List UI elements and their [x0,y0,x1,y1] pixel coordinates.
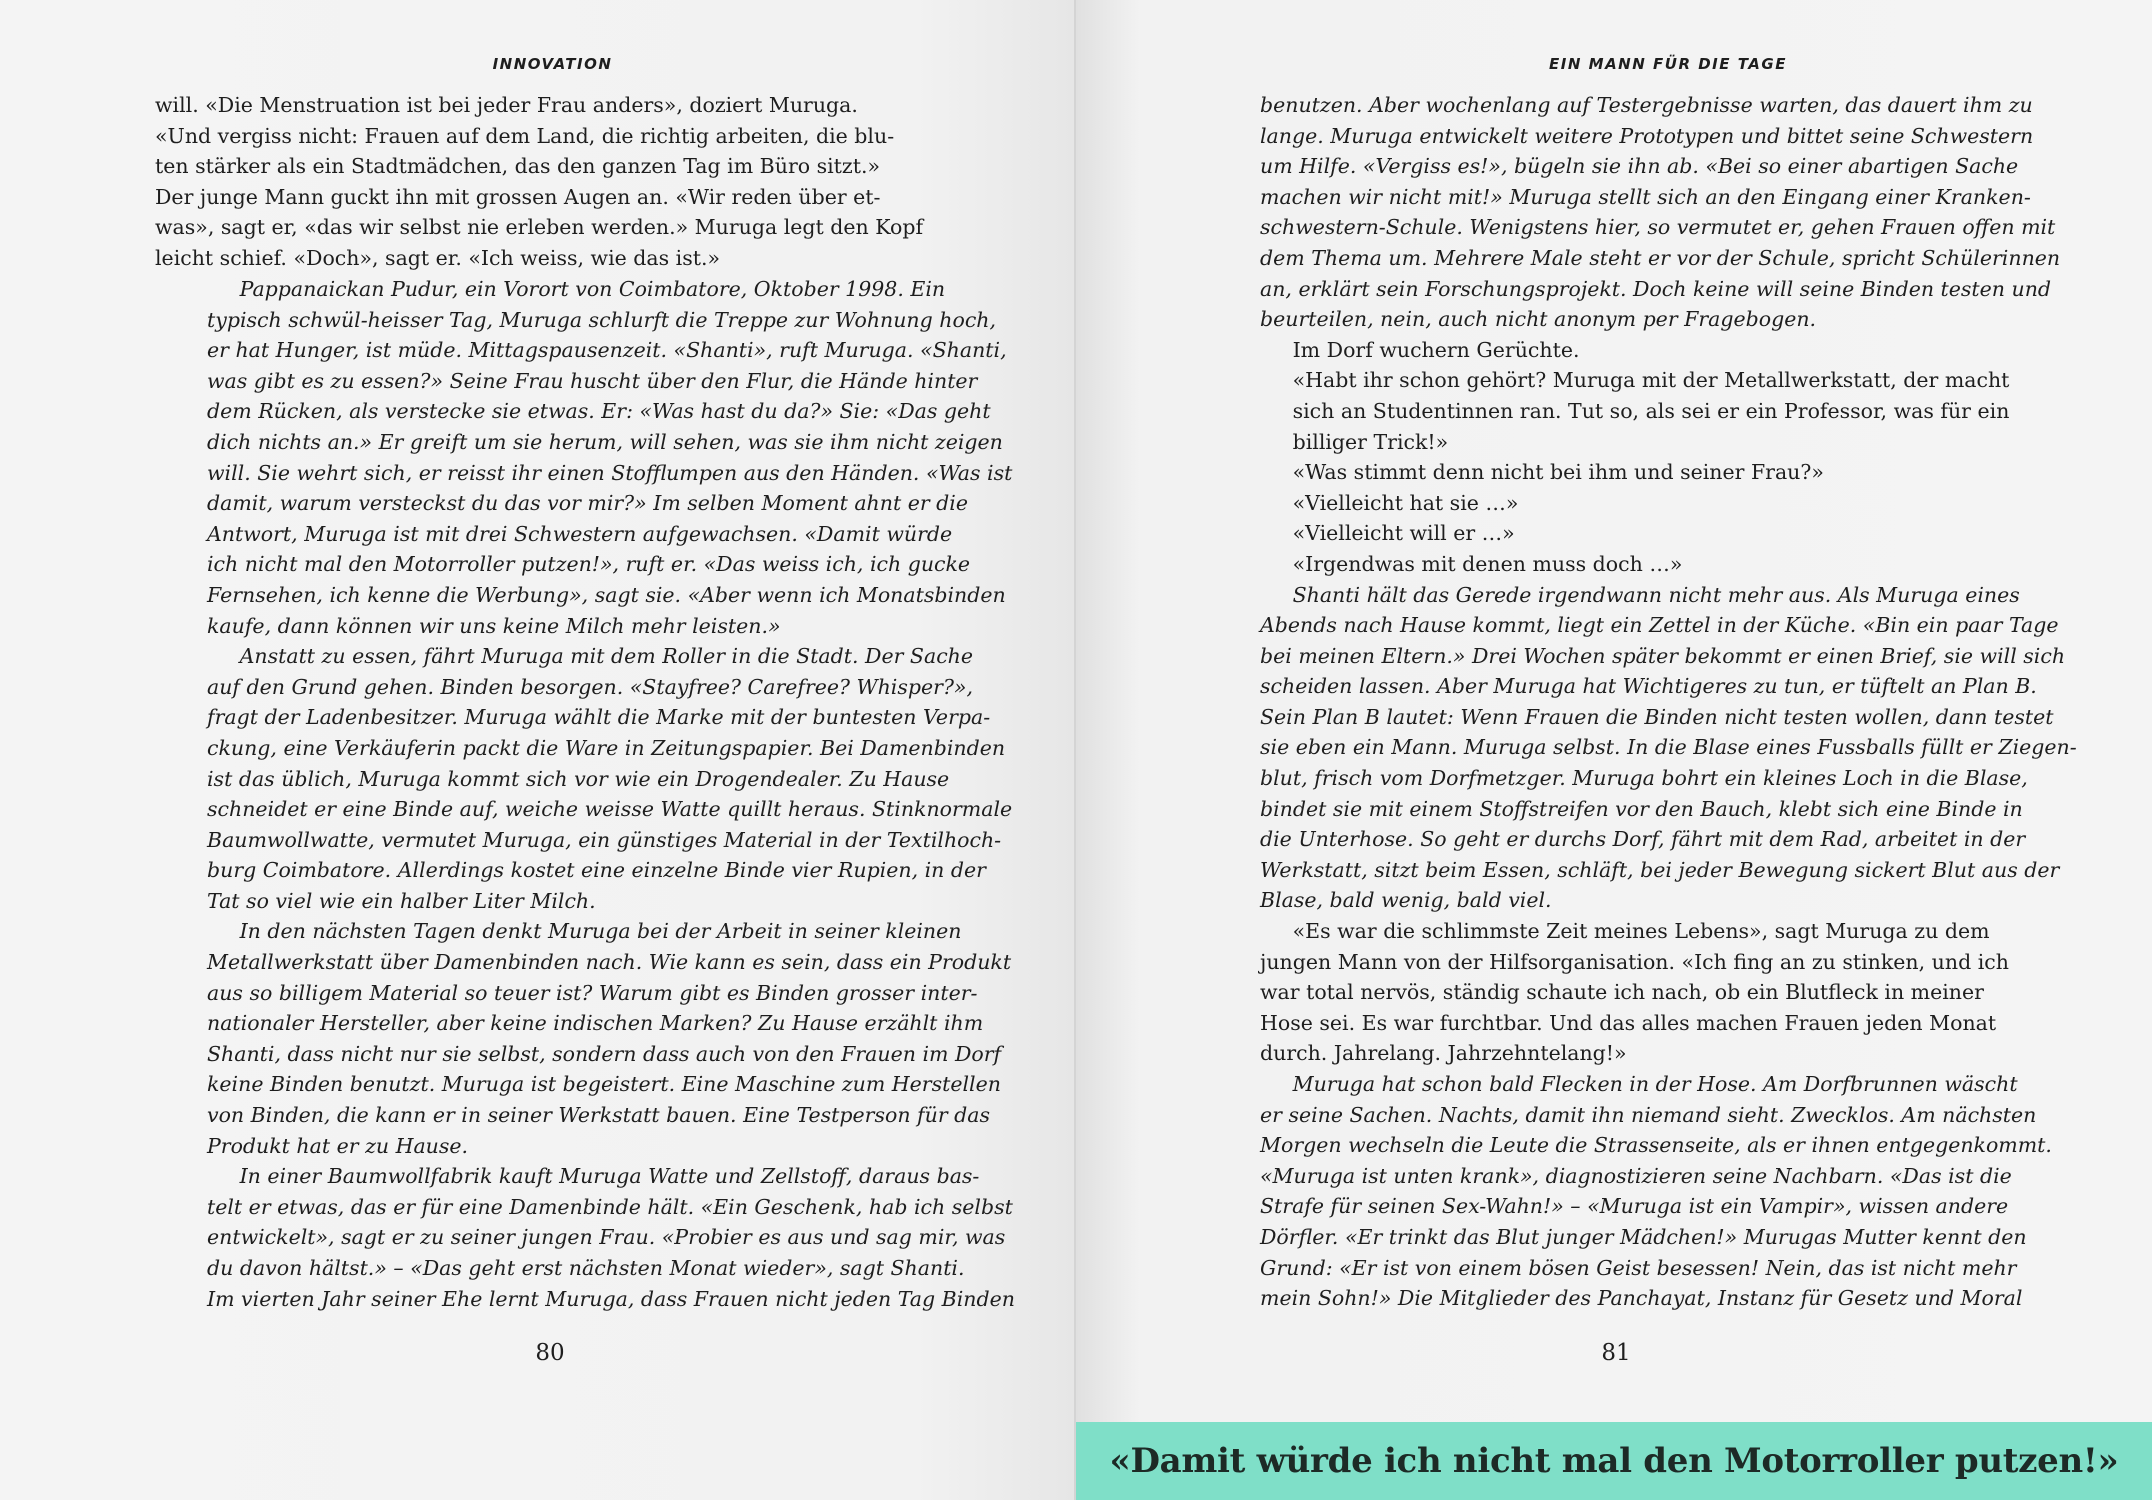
text-line: dem Thema um. Mehrere Male steht er vor der Schule, spricht Schülerinnen [1260,245,2061,270]
text-line: auf den Grund gehen. Binden besorgen. «Stayfree? Carefree? Whisper?», [207,674,973,699]
text-line: aus so billigem Material so teuer ist? Warum gibt es Binden grosser inter- [207,980,978,1005]
text-line: «Habt ihr schon gehört? Muruga mit der Metallwerkstatt, der macht [1260,368,2010,393]
page-number-left: 80 [535,1340,565,1366]
text-line: lange. Muruga entwickelt weitere Prototypen und bittet seine Schwestern [1260,123,2034,148]
text-line: Strafe für seinen Sex-Wahn!» – «Muruga ist ein Vampir», wissen andere [1260,1194,2009,1219]
text-line: sie eben ein Mann. Muruga selbst. In die Blase eines Fussballs füllt er Ziegen- [1260,735,2077,760]
page-number-right: 81 [1601,1340,1631,1366]
text-line: bei meinen Eltern.» Drei Wochen später bekommt er einen Brief, sie will sich [1260,643,2066,668]
text-line: er hat Hunger, ist müde. Mittagspausenzeit. «Shanti», ruft Muruga. «Shanti, [207,338,1007,363]
text-line: keine Binden benutzt. Muruga ist begeistert. Eine Maschine zum Herstellen [207,1072,1001,1097]
text-line: «Es war die schlimmste Zeit meines Lebens», sagt Muruga zu dem [1260,919,1990,944]
text-line: will. Sie wehrt sich, er reisst ihr einen Stofflumpen aus den Händen. «Was ist [207,460,1013,485]
text-line: an, erklärt sein Forschungsprojekt. Doch keine will seine Binden testen und [1260,276,2052,301]
right-page [1076,0,2152,1500]
text-line: schwestern-Schule. Wenigstens hier, so vermutet er, gehen Frauen offen mit [1260,215,2056,240]
text-line: was gibt es zu essen?» Seine Frau huscht über den Flur, die Hände hinter [207,368,978,393]
text-line: Hose sei. Es war furchtbar. Und das alles machen Frauen jeden Monat [1260,1010,1997,1035]
running-head-right: EIN MANN FÜR DIE TAGE [1549,55,1787,73]
right-body-text [1260,90,2077,1314]
text-line: «Muruga ist unten krank», diagnostizieren seine Nachbarn. «Das ist die [1260,1163,2012,1188]
text-line: Fernsehen, ich kenne die Werbung», sagt sie. «Aber wenn ich Monatsbinden [207,582,1006,607]
text-line: ist das üblich, Muruga kommt sich vor wie ein Drogendealer. Zu Hause [207,766,950,791]
text-line: machen wir nicht mit!» Muruga stellt sich an den Eingang einer Kranken- [1260,184,2031,209]
text-line: Shanti hält das Gerede irgendwann nicht mehr aus. Als Muruga eines [1260,582,2020,607]
text-line: Muruga hat schon bald Flecken in der Hose. Am Dorfbrunnen wäscht [1260,1072,2018,1096]
text-line: telt er etwas, das er für eine Damenbinde hält. «Ein Geschenk, hab ich selbst [207,1194,1013,1219]
text-line: typisch schwül-heisser Tag, Muruga schlurft die Treppe zur Wohnung hoch, [207,307,997,332]
text-line: schneidet er eine Binde auf, weiche weisse Watte quillt heraus. Stinknormale [207,797,1013,822]
text-line: kaufe, dann können wir uns keine Milch mehr leisten.» [207,613,781,638]
text-line: blut, frisch vom Dorfmetzger. Muruga bohrt ein kleines Loch in die Blase, [1260,766,2028,791]
text-line: benutzen. Aber wochenlang auf Testergebnisse warten, das dauert ihm zu [1260,93,2033,117]
text-line: «Vielleicht hat sie …» [1260,490,1519,515]
pull-quote-band [1076,1422,2152,1500]
text-line: damit, warum versteckst du das vor mir?» Im selben Moment ahnt er die [207,491,968,516]
text-line: Im Dorf wuchern Gerüchte. [1260,337,1580,362]
text-line: Im vierten Jahr seiner Ehe lernt Muruga, dass Frauen nicht jeden Tag Binden [207,1286,1015,1311]
text-line: Blase, bald wenig, bald viel. [1260,888,1552,913]
text-line: Der junge Mann guckt ihn mit grossen Augen an. «Wir reden über et- [155,184,881,209]
text-line: Grund: «Er ist von einem bösen Geist besessen! Nein, das ist nicht mehr [1260,1255,2017,1280]
text-line: dich nichts an.» Er greift um sie herum, will sehen, was sie ihm nicht zeigen [207,429,1003,454]
text-line: «Was stimmt denn nicht bei ihm und seiner Frau?» [1260,460,1824,485]
running-head-left: INNOVATION [492,55,613,73]
text-line: Pappanaickan Pudur, ein Vorort von Coimbatore, Oktober 1998. Ein [207,277,946,301]
text-line: jungen Mann von der Hilfsorganisation. «Ich fing an zu stinken, und ich [1260,949,2009,974]
text-line: fragt der Ladenbesitzer. Muruga wählt die Marke mit der buntesten Verpa- [207,705,991,730]
text-line: In einer Baumwollfabrik kauft Muruga Watte und Zellstoff, daraus bas- [207,1164,980,1189]
text-line: In den nächsten Tagen denkt Muruga bei der Arbeit in seiner kleinen [207,919,962,944]
text-line: nationaler Hersteller, aber keine indischen Marken? Zu Hause erzählt ihm [207,1011,984,1036]
text-line: ich nicht mal den Motorroller putzen!», ruft er. «Das weiss ich, ich gucke [207,552,971,577]
text-line: Werkstatt, sitzt beim Essen, schläft, bei jeder Bewegung sickert Blut aus der [1260,857,2060,882]
text-line: Antwort, Muruga ist mit drei Schwestern aufgewachsen. «Damit würde [207,521,953,546]
left-body-italic [207,274,1015,1314]
text-line: dem Rücken, als verstecke sie etwas. Er: «Was hast du da?» Sie: «Das geht [207,399,991,424]
text-line: mein Sohn!» Die Mitglieder des Panchayat, Instanz für Gesetz und Moral [1260,1286,2023,1311]
text-line: er seine Sachen. Nachts, damit ihn niemand sieht. Zwecklos. Am nächsten [1260,1102,2037,1127]
text-line: von Binden, die kann er in seiner Werkstatt bauen. Eine Testperson für das [207,1103,991,1128]
text-line: um Hilfe. «Vergiss es!», bügeln sie ihn ab. «Bei so einer abartigen Sache [1260,154,2019,179]
text-line: Produkt hat er zu Hause. [207,1133,469,1158]
left-page [0,0,1075,1500]
text-line: was», sagt er, «das wir selbst nie erleben werden.» Muruga legt den Kopf [155,215,924,240]
text-line: Baumwollwatte, vermutet Muruga, ein günstiges Material in der Textilhoch- [207,827,1002,852]
text-line: scheiden lassen. Aber Muruga hat Wichtigeres zu tun, er tüftelt an Plan B. [1260,674,2037,699]
text-line: Morgen wechseln die Leute die Strassenseite, als er ihnen entgegenkommt. [1260,1133,2052,1158]
text-line: «Und vergiss nicht: Frauen auf dem Land, die richtig arbeiten, die blu- [155,123,895,148]
text-line: Abends nach Hause kommt, liegt ein Zettel in der Küche. «Bin ein paar Tage [1260,613,2059,638]
text-line: billiger Trick!» [1260,429,1449,454]
text-line: burg Coimbatore. Allerdings kostet eine einzelne Binde vier Rupien, in der [207,858,986,883]
text-line: Dörfler. «Er trinkt das Blut junger Mädchen!» Murugas Mutter kennt den [1260,1224,2027,1249]
text-line: «Irgendwas mit denen muss doch …» [1260,551,1683,576]
text-line: durch. Jahrelang. Jahrzehntelang!» [1260,1041,1627,1066]
text-line: bindet sie mit einem Stoffstreifen vor den Bauch, klebt sich eine Binde in [1260,796,2023,821]
text-line: beurteilen, nein, auch nicht anonym per Fragebogen. [1260,307,1817,332]
text-line: will. «Die Menstruation ist bei jeder Frau anders», doziert Muruga. [155,93,858,117]
text-line: ckung, eine Verkäuferin packt die Ware in Zeitungspapier. Bei Damenbinden [207,735,1006,760]
text-line: entwickelt», sagt er zu seiner jungen Frau. «Probier es aus und sag mir, was [207,1225,1006,1250]
text-line: Tat so viel wie ein halber Liter Milch. [207,888,596,913]
pull-quote: «Damit würde ich nicht mal den Motorroller putzen!» [1109,1441,2119,1481]
left-body-roman [155,90,923,274]
text-line: die Unterhose. So geht er durchs Dorf, fährt mit dem Rad, arbeitet in der [1260,827,2026,852]
text-line: Shanti, dass nicht nur sie selbst, sondern dass auch von den Frauen im Dorf [207,1041,1002,1066]
text-line: leicht schief. «Doch», sagt er. «Ich weiss, wie das ist.» [155,245,721,270]
text-line: sich an Studentinnen ran. Tut so, als sei er ein Professor, was für ein [1260,398,2010,423]
text-line: du davon hältst.» – «Das geht erst nächsten Monat wieder», sagt Shanti. [207,1256,965,1280]
text-line: «Vielleicht will er …» [1260,521,1515,546]
text-line: Metallwerkstatt über Damenbinden nach. Wie kann es sein, dass ein Produkt [207,950,1012,975]
text-line: ten stärker als ein Stadtmädchen, das den ganzen Tag im Büro sitzt.» [155,154,881,179]
text-line: Sein Plan B lautet: Wenn Frauen die Binden nicht testen wollen, dann testet [1260,704,2054,729]
text-line: war total nervös, ständig schaute ich nach, ob ein Blutfleck in meiner [1260,980,1984,1005]
text-line: Anstatt zu essen, fährt Muruga mit dem Roller in die Stadt. Der Sache [207,644,974,669]
